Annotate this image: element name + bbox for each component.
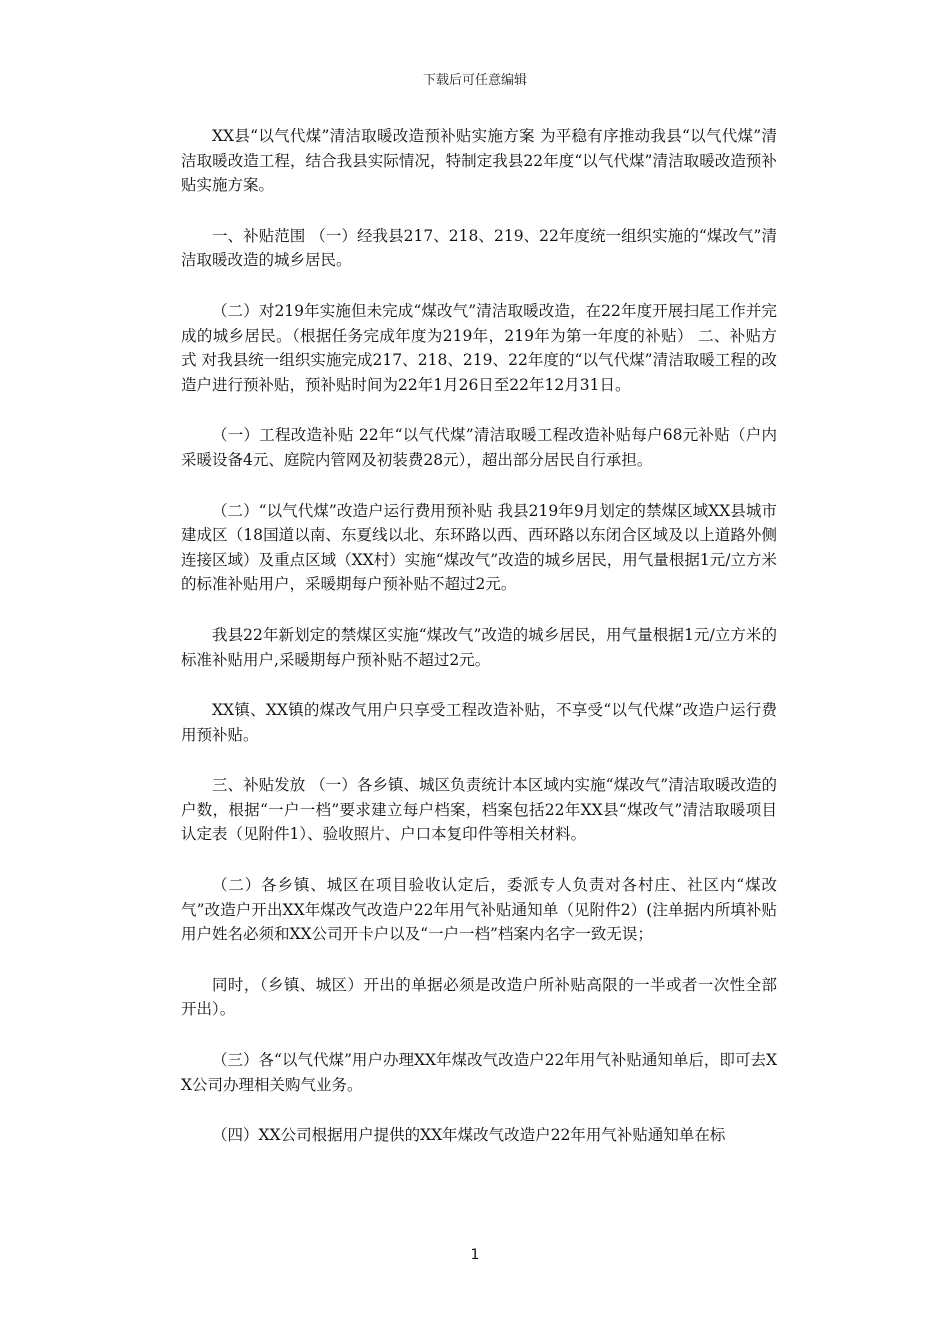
paragraph-distribution-3: （三）各“以气代煤”用户办理XX年煤改气改造户22年用气补贴通知单后，即可去XX公司办理相关购气业务。 (181, 1051, 777, 1094)
paragraph-scope: 一、补贴范围 （一）经我县217、218、219、22年度统一组织实施的“煤改气”清洁取暖改造的城乡居民。 (181, 226, 777, 270)
paragraph-engineering-subsidy: （一）工程改造补贴 22年“以气代煤”清洁取暖工程改造补贴每户68元补贴（户内采暖设备4元、庭院内管网及初装费28元），超出部分居民自行承担。 (181, 426, 777, 469)
page-number: 1 (470, 1247, 480, 1263)
paragraph-new-zone: 我县22年新划定的禁煤区实施“煤改气”改造的城乡居民，用气量根据1元/立方米的标准补贴用户,采暖期每户预补贴不超过2元。 (181, 625, 777, 669)
document-body (181, 124, 777, 1174)
paragraph-intro: XX县“以气代煤”清洁取暖改造预补贴实施方案 为平稳有序推动我县“以气代煤”清洁取暖改造工程，结合我县实际情况，特制定我县22年度“以气代煤”清洁取暖改造预补贴实施方案。 (181, 127, 777, 195)
page-header: 下载后可任意编辑 (422, 73, 527, 88)
paragraph-distribution-4: （四）XX公司根据用户提供的XX年煤改气改造户22年用气补贴通知单在标 (212, 1126, 726, 1145)
paragraph-scope-2: （二）对219年实施但未完成“煤改气”清洁取暖改造，在22年度开展扫尾工作并完成的城乡居民。（根据任务完成年度为219年，219年为第一年度的补贴） 二、补贴方式 对我县统一组织实施完成217、218、219、22年度的“以气代煤”清洁取暖工程的改造户进行预补贴，预补贴时间为22年1月26日至22年12月31日。 (181, 301, 777, 394)
paragraph-distribution-2: （二）各乡镇、城区在项目验收认定后，委派专人负责对各村庄、社区内“煤改气”改造户开出XX年煤改气改造户22年用气补贴通知单（见附件2）(注单据内所填补贴用户姓名必须和XX公司开卡户以及“一户一档”档案内名字一致无误； (181, 876, 777, 944)
paragraph-distribution-1: 三、补贴发放 （一）各乡镇、城区负责统计本区域内实施“煤改气”清洁取暖改造的户数，根据“一户一档”要求建立每户档案，档案包括22年XX县“煤改气”清洁取暖项目认定表（见附件1）、验收照片、户口本复印件等相关材料。 (181, 776, 777, 844)
paragraph-operating-subsidy: （二）“以气代煤”改造户运行费用预补贴 我县219年9月划定的禁煤区域XX县城市建成区（18国道以南、东夏线以北、东环路以西、西环路以东闭合区域及以上道路外侧连接区域）及重点区域（XX村）实施“煤改气”改造的城乡居民，用气量根据1元/立方米的标准补贴用户，采暖期每户预补贴不超过2元。 (181, 501, 777, 594)
paragraph-distribution-2-cont: 同时，（乡镇、城区）开出的单据必须是改造户所补贴高限的一半或者一次性全部开出）。 (181, 975, 777, 1019)
paragraph-towns: XX镇、XX镇的煤改气用户只享受工程改造补贴，不享受“以气代煤”改造户运行费用预补贴。 (181, 701, 777, 744)
